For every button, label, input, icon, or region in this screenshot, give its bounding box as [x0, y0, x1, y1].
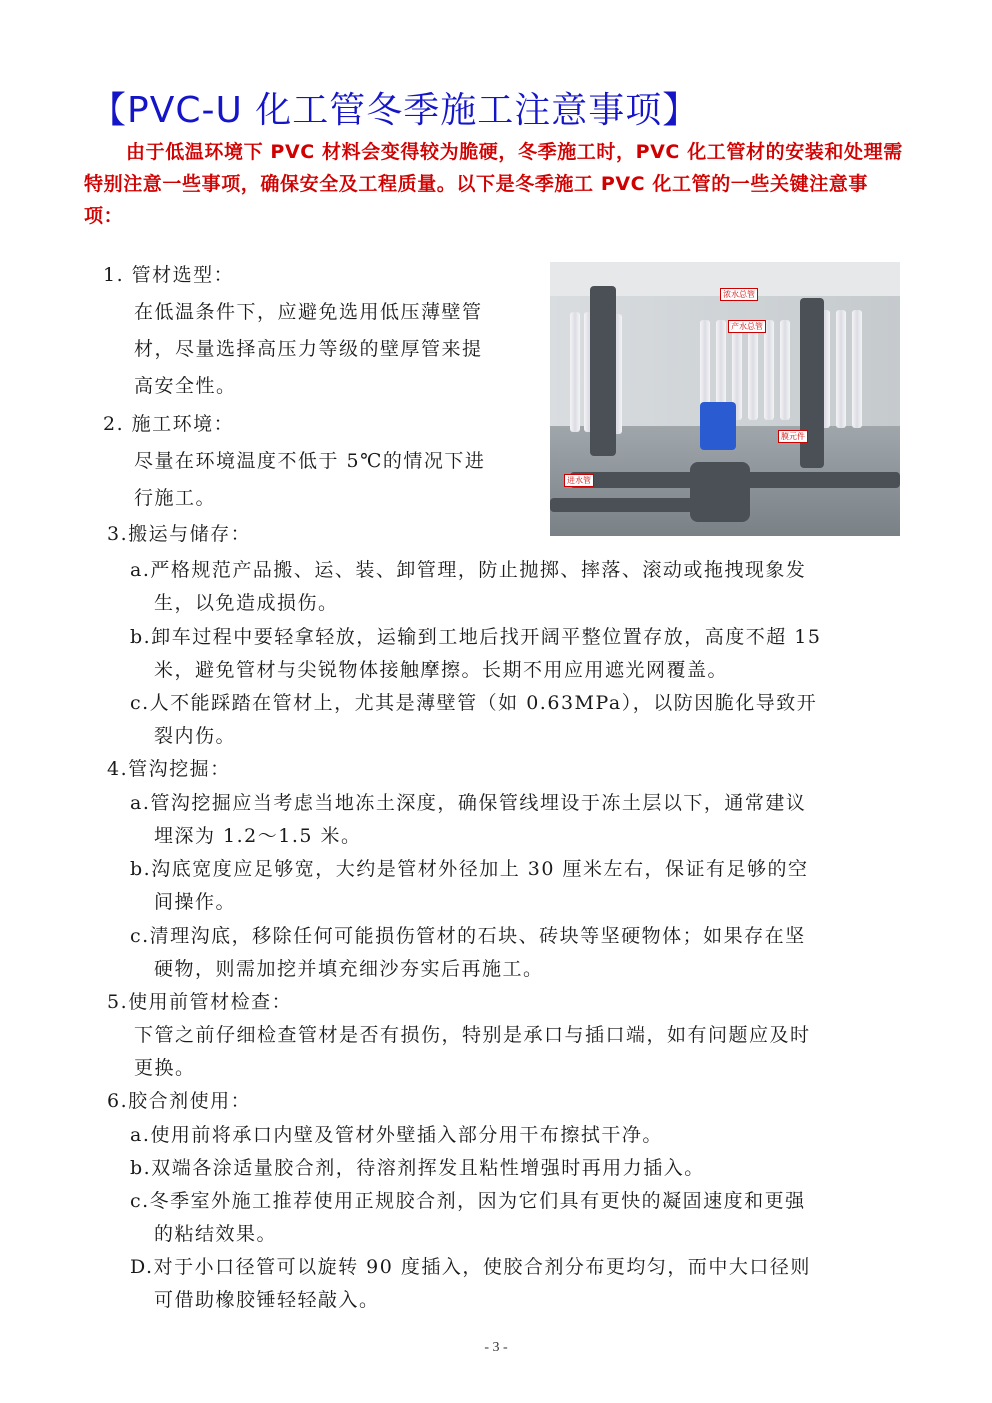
text-line: 间操作。	[154, 891, 237, 913]
text-line: 米，避免管材与尖锐物体接触摩擦。长期不用应用遮光网覆盖。	[154, 659, 729, 681]
text-line: 高安全性。	[134, 375, 237, 397]
text-line: 尽量在环境温度不低于 5℃的情况下进	[134, 450, 486, 472]
intro-paragraph: 由于低温环境下 PVC 材料会变得较为脆硬，冬季施工时，PVC 化工管材的安装和处理需特别注意一些事项，确保安全及工程质量。以下是冬季施工 PVC 化工管的一些关键注意事项：	[84, 141, 903, 227]
text-line: 埋深为 1.2～1.5 米。	[154, 825, 362, 847]
text-line: 下管之前仔细检查管材是否有损伤，特别是承口与插口端，如有问题应及时	[134, 1024, 811, 1046]
text-line: 生，以免造成损伤。	[154, 592, 339, 614]
text-line: c.人不能踩踏在管材上，尤其是薄壁管（如 0.63MPa），以防因脆化导致开	[130, 692, 818, 714]
page-number: - 3 -	[484, 1340, 508, 1355]
text-line: 更换。	[134, 1057, 196, 1079]
text-line: b.卸车过程中要轻拿轻放，运输到工地后找开阔平整位置存放，高度不超 15	[130, 626, 822, 648]
photo-tag-3: 进水管	[564, 474, 594, 487]
text-line: 裂内伤。	[154, 725, 237, 747]
photo-tag-1: 浓水总管	[720, 288, 758, 301]
section-heading: 4.管沟挖掘：	[107, 758, 231, 780]
text-line: a.使用前将承口内壁及管材外壁插入部分用干布擦拭干净。	[130, 1124, 663, 1146]
text-line: b.沟底宽度应足够宽，大约是管材外径加上 30 厘米左右，保证有足够的空	[130, 858, 809, 880]
text-line: 硬物，则需加挖并填充细沙夯实后再施工。	[154, 958, 544, 980]
page-title: 【PVC-U 化工管冬季施工注意事项】	[90, 90, 700, 131]
text-line: 的粘结效果。	[154, 1223, 278, 1245]
photo-tag-4: 膜元件	[778, 430, 808, 443]
text-line: D.对于小口径管可以旋转 90 度插入，使胶合剂分布更均匀，而中大口径则	[130, 1256, 811, 1278]
text-line: 行施工。	[134, 487, 217, 509]
text-line: 材，尽量选择高压力等级的壁厚管来提	[134, 338, 483, 360]
section-heading: 5.使用前管材检查：	[107, 991, 293, 1013]
text-line: b.双端各涂适量胶合剂，待溶剂挥发且粘性增强时再用力插入。	[130, 1157, 705, 1179]
photo-tag-2: 产水总管	[728, 320, 766, 333]
text-line: 在低温条件下，应避免选用低压薄壁管	[134, 301, 483, 323]
text-line: 1. 管材选型：	[103, 264, 235, 286]
text-line: a.严格规范产品搬、运、装、卸管理，防止抛掷、摔落、滚动或拖拽现象发	[130, 559, 807, 581]
text-line: 可借助橡胶锤轻轻敲入。	[154, 1289, 380, 1311]
equipment-photo	[550, 262, 900, 536]
text-line: 2. 施工环境：	[103, 413, 235, 435]
section-heading: 3.搬运与储存：	[107, 523, 252, 545]
text-line: a.管沟挖掘应当考虑当地冻土深度，确保管线埋设于冻土层以下，通常建议	[130, 792, 807, 814]
section-heading: 6.胶合剂使用：	[107, 1090, 252, 1112]
text-line: c.清理沟底，移除任何可能损伤管材的石块、砖块等坚硬物体；如果存在坚	[130, 925, 806, 947]
text-line: c.冬季室外施工推荐使用正规胶合剂，因为它们具有更快的凝固速度和更强	[130, 1190, 806, 1212]
